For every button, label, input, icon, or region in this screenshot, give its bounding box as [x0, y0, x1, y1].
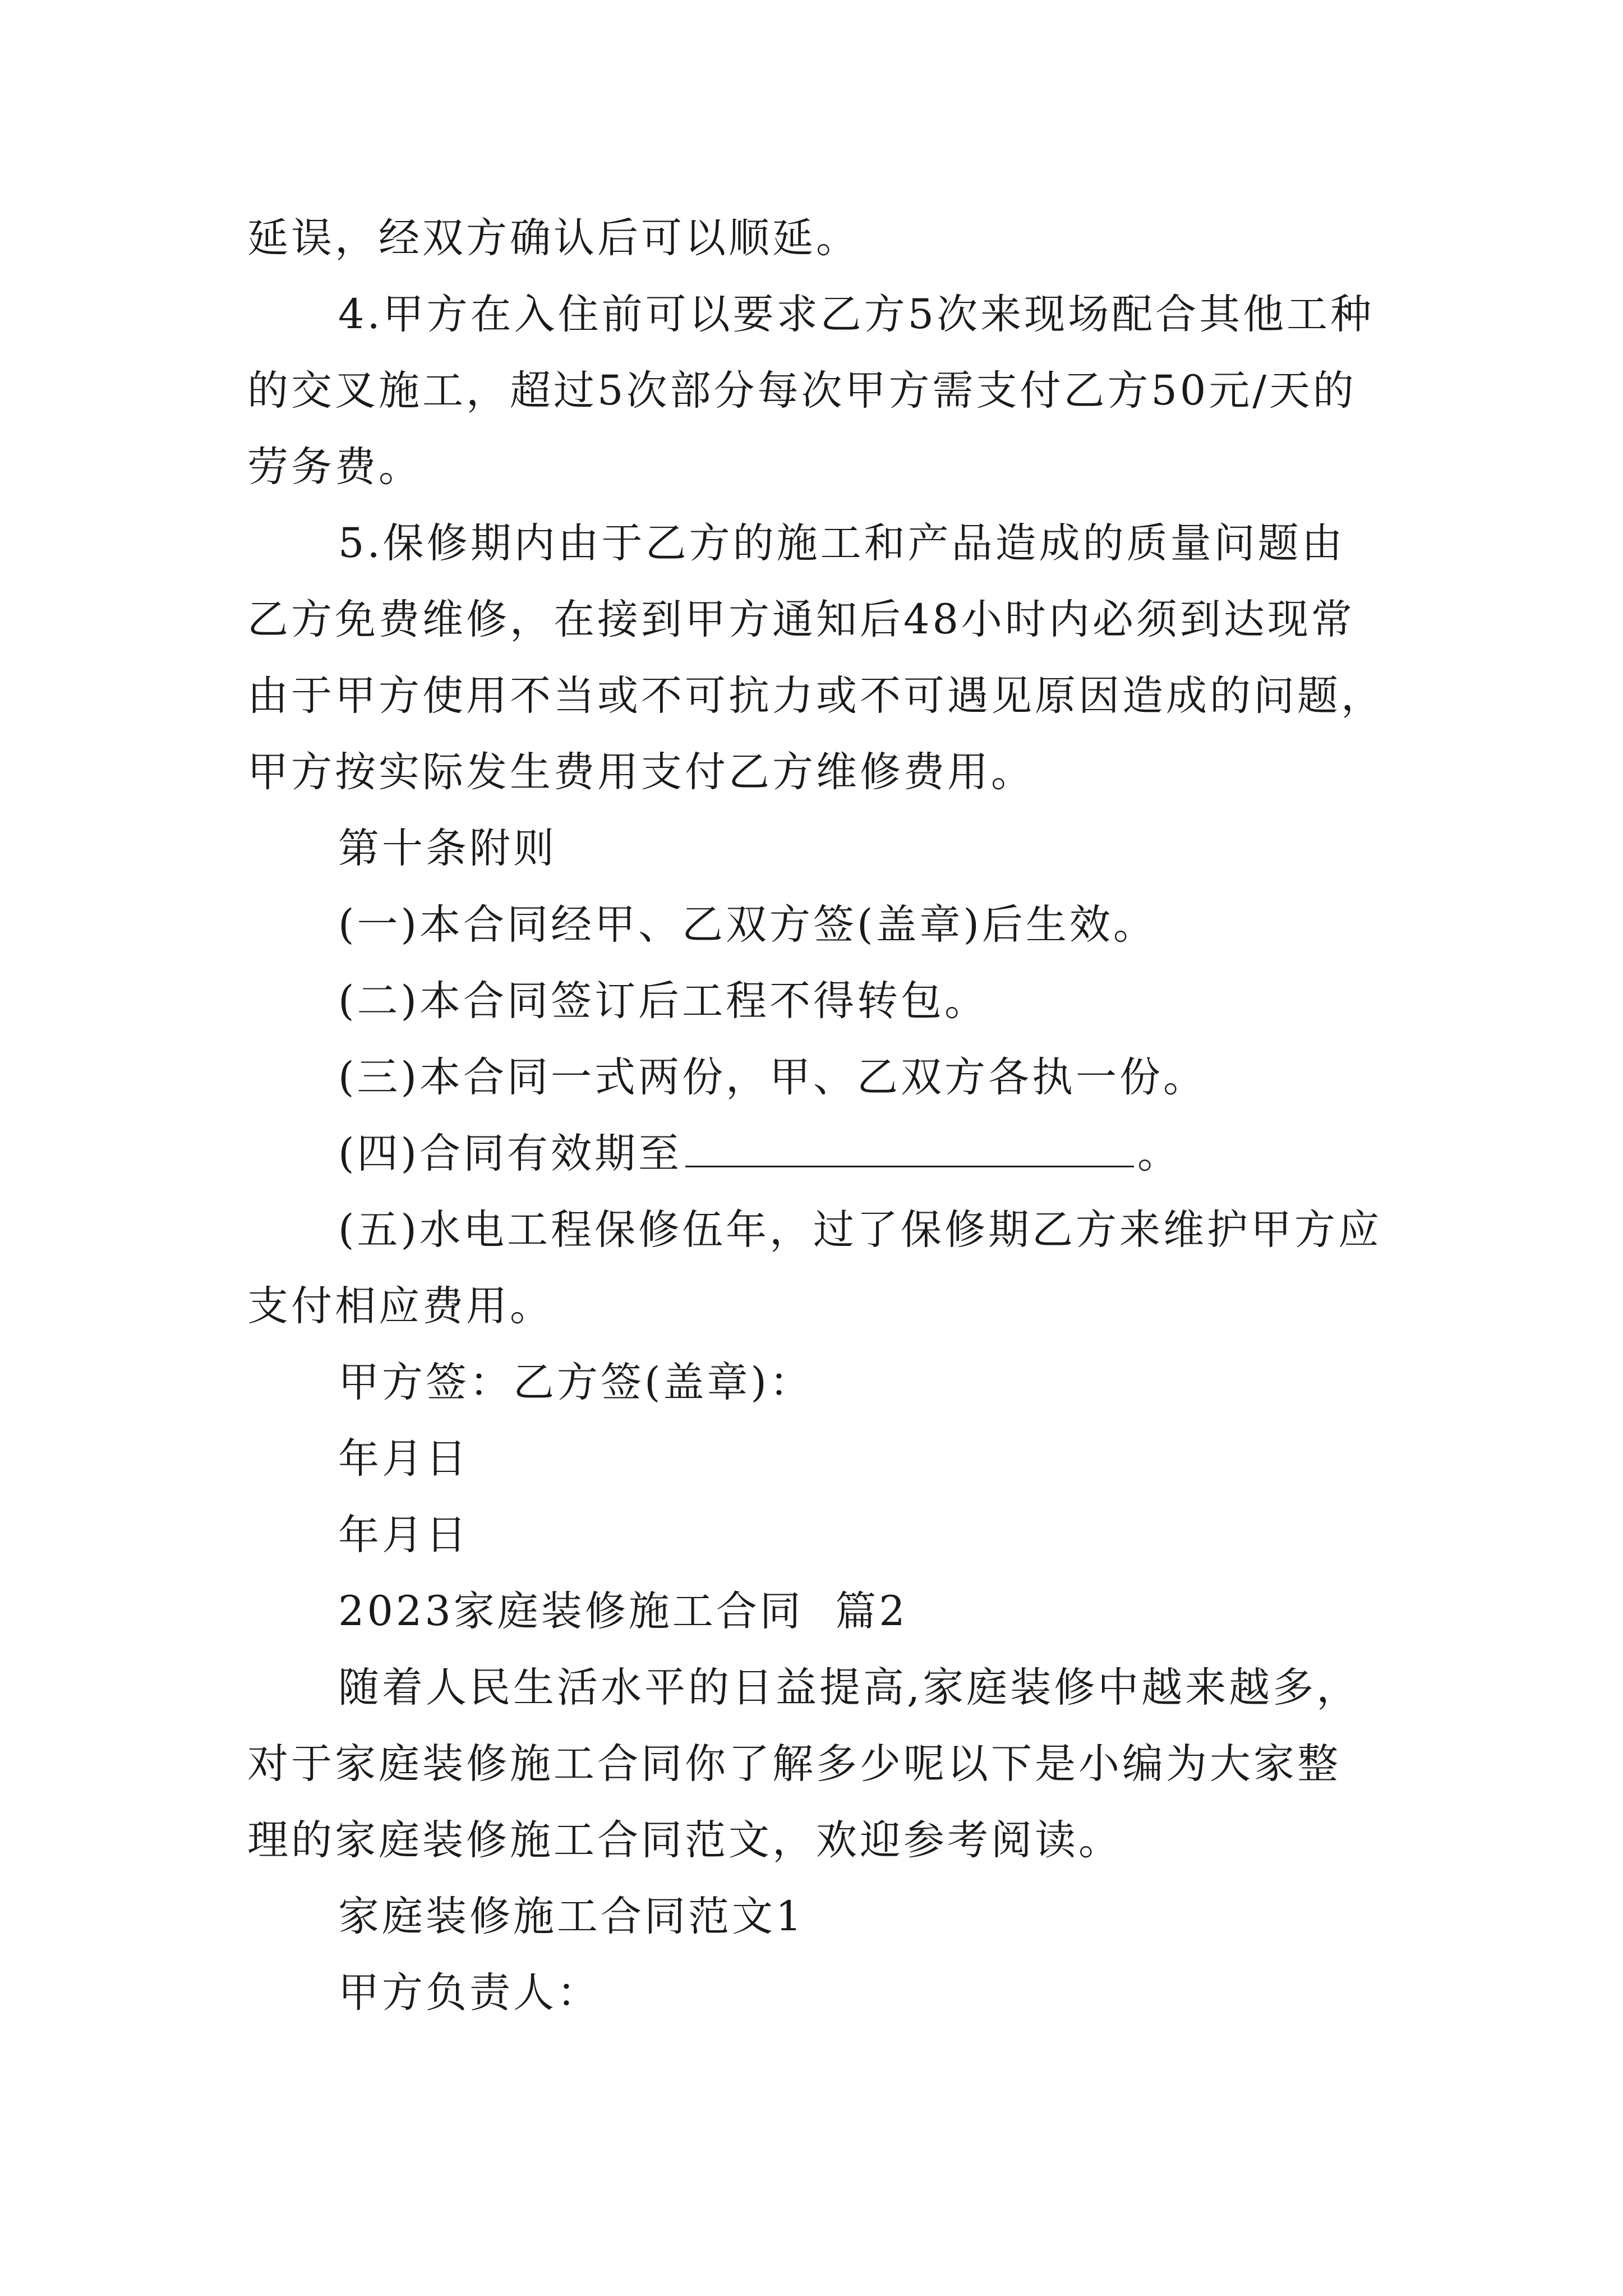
paragraph-item-3 [247, 1039, 1386, 1116]
text-line: 2023家庭装修施工合同 篇2 [338, 1588, 908, 1635]
signature-line [247, 1345, 1386, 1421]
text-line: 家庭装修施工合同范文1 [338, 1893, 805, 1940]
text-line: 劳务费。 [247, 443, 422, 491]
text-line: 4.甲方在入住前可以要求乙方5次来现场配合其他工种 [338, 291, 1375, 338]
text-line: 延误，经双方确认后可以顺延。 [247, 214, 860, 262]
date-line-party-a [247, 1421, 1386, 1497]
text-line: (三)本合同一式两份，甲、乙双方各执一份。 [338, 1053, 1207, 1101]
fill-in-blank [685, 1130, 1134, 1167]
text-line: 的交叉施工，超过5次部分每次甲方需支付乙方50元/天的 [247, 367, 1357, 415]
paragraph-item-1 [247, 887, 1386, 963]
paragraph-delay-extension [247, 200, 1386, 277]
text-line: 由于甲方使用不当或不可抗力或不可遇见原因造成的问题， [247, 672, 1385, 720]
text-line: 。 [1137, 1130, 1181, 1177]
text-line: 支付相应费用。 [247, 1282, 554, 1330]
party-a-representative-line [247, 1955, 1386, 2031]
paragraph-item-4 [247, 1116, 1386, 1192]
date-line-party-b [247, 1497, 1386, 1573]
text-line: 理的家庭装修施工合同范文，欢迎参考阅读。 [247, 1816, 1122, 1864]
document-body [247, 200, 1386, 2031]
text-line: 甲方签：乙方签(盖章)： [338, 1359, 813, 1406]
text-line: 第十条附则 [338, 825, 557, 872]
paragraph-item-5 [247, 1192, 1386, 1345]
paragraph-clause-4 [247, 277, 1386, 505]
text-line: 5.保修期内由于乙方的施工和产品造成的质量问题由 [338, 519, 1345, 567]
text-line: 随着人民生活水平的日益提高,家庭装修中越来越多， [338, 1664, 1361, 1711]
text-line: 年月日 [338, 1435, 469, 1483]
paragraph-intro [247, 1650, 1386, 1879]
subsection-title-sample-1 [247, 1879, 1386, 1955]
text-line: 年月日 [338, 1511, 469, 1559]
paragraph-clause-5 [247, 505, 1386, 811]
section-title-part-2 [247, 1573, 1386, 1650]
text-line: 乙方免费维修，在接到甲方通知后48小时内必须到达现常 [247, 596, 1355, 643]
text-line: 对于家庭装修施工合同你了解多少呢以下是小编为大家整 [247, 1740, 1341, 1788]
text-line: (五)水电工程保修伍年，过了保修期乙方来维护甲方应 [338, 1206, 1382, 1254]
text-line: (一)本合同经甲、乙双方签(盖章)后生效。 [338, 901, 1157, 949]
paragraph-item-2 [247, 963, 1386, 1039]
text-line: 甲方负责人： [338, 1969, 601, 2017]
text-line: (四)合同有效期至 [338, 1130, 682, 1177]
section-heading-article-10 [247, 811, 1386, 887]
text-line: 甲方按实际发生费用支付乙方维修费用。 [247, 748, 1035, 796]
text-line: (二)本合同签订后工程不得转包。 [338, 977, 988, 1025]
